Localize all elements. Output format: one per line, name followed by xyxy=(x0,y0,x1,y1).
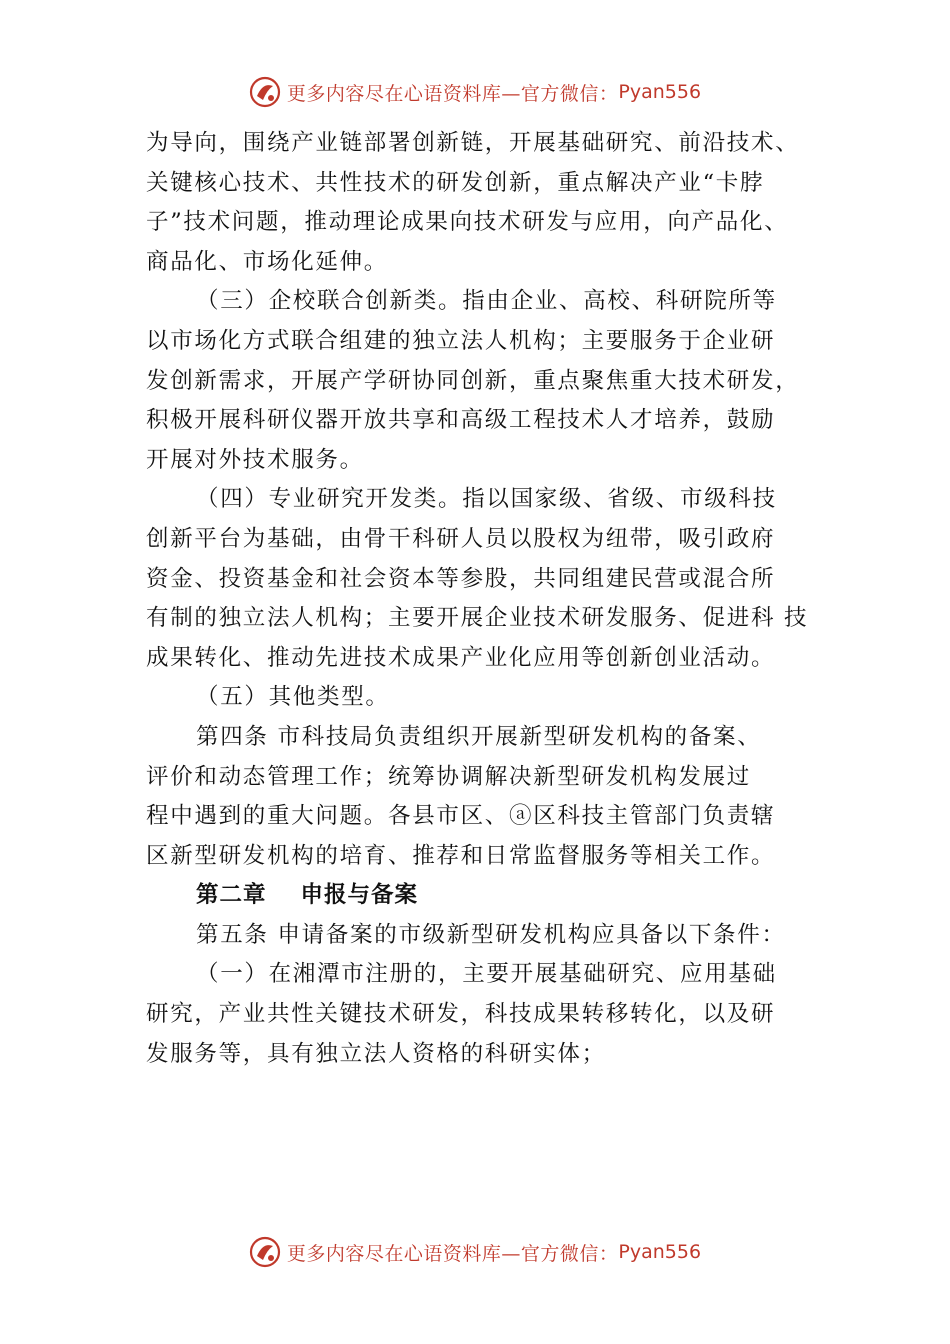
watermark-banner-bottom xyxy=(0,1230,950,1274)
text-line: 成果转化、推动先进技术成果产业化应用等创新创业活动。 xyxy=(146,644,776,671)
watermark-text: 更多内容尽在心语资料库—官方微信： xyxy=(286,82,619,105)
text-line: （五）其他类型。 xyxy=(196,684,390,711)
text-line: 第五条 申请备案的市级新型研发机构应具备以下条件： xyxy=(196,921,786,948)
text-line: 开展对外技术服务。 xyxy=(146,446,364,473)
text-line: 以市场化方式联合组建的独立法人机构；主要服务于企业研 xyxy=(146,327,776,354)
chapter-number: 第二章 xyxy=(196,882,267,909)
text-line: 发服务等，具有独立法人资格的科研实体； xyxy=(146,1040,606,1067)
text-line: 商品化、市场化延伸。 xyxy=(146,248,389,275)
text-line: 研究，产业共性关键技术研发，科技成果转移转化，以及研 xyxy=(146,1001,776,1028)
text-line: 创新平台为基础，由骨干科研人员以股权为纽带，吸引政府 xyxy=(146,525,776,552)
text-line: 子”技术问题，推动理论成果向技术研发与应用，向产品化、 xyxy=(146,209,789,236)
text-line: 评价和动态管理工作；统筹协调解决新型研发机构发展过 xyxy=(146,763,752,790)
text-line: 第四条 市科技局负责组织开展新型研发机构的备案、 xyxy=(196,723,762,750)
text-line: 积极开展科研仪器开放共享和高级工程技术人才培养，鼓励 xyxy=(146,407,776,434)
text-line: （四）专业研究开发类。指以国家级、省级、市级科技 xyxy=(196,486,777,513)
text-line: 发创新需求，开展产学研协同创新，重点聚焦重大技术研发， xyxy=(146,367,800,394)
text-line: 为导向，围绕产业链部署创新链，开展基础研究、前沿技术、 xyxy=(146,130,800,156)
watermark-text: 更多内容尽在心语资料库—官方微信： xyxy=(286,1242,619,1265)
text-line: 有制的独立法人机构；主要开展企业技术研发服务、促进科 技 xyxy=(146,605,809,632)
watermark-wechat-id: Pyan556 xyxy=(618,1241,702,1263)
watermark-wechat-id: Pyan556 xyxy=(618,81,702,103)
text-line: 程中遇到的重大问题。各县市区、ⓐ区科技主管部门负责辖 xyxy=(146,803,776,830)
chapter-heading xyxy=(146,876,836,916)
text-line: （三）企校联合创新类。指由企业、高校、科研院所等 xyxy=(196,288,777,315)
chapter-title: 申报与备案 xyxy=(300,882,419,909)
watermark-banner-top xyxy=(0,70,950,114)
watermark-logo-icon xyxy=(249,1236,281,1268)
watermark-logo-icon xyxy=(249,76,281,108)
text-line: 区新型研发机构的培育、推荐和日常监督服务等相关工作。 xyxy=(146,842,776,869)
document-body xyxy=(146,124,836,1074)
text-line: 关键核心技术、共性技术的研发创新，重点解决产业“卡脖 xyxy=(146,169,765,196)
text-line: （一）在湘潭市注册的，主要开展基础研究、应用基础 xyxy=(196,961,777,988)
text-line: 资金、投资基金和社会资本等参股，共同组建民营或混合所 xyxy=(146,565,776,592)
